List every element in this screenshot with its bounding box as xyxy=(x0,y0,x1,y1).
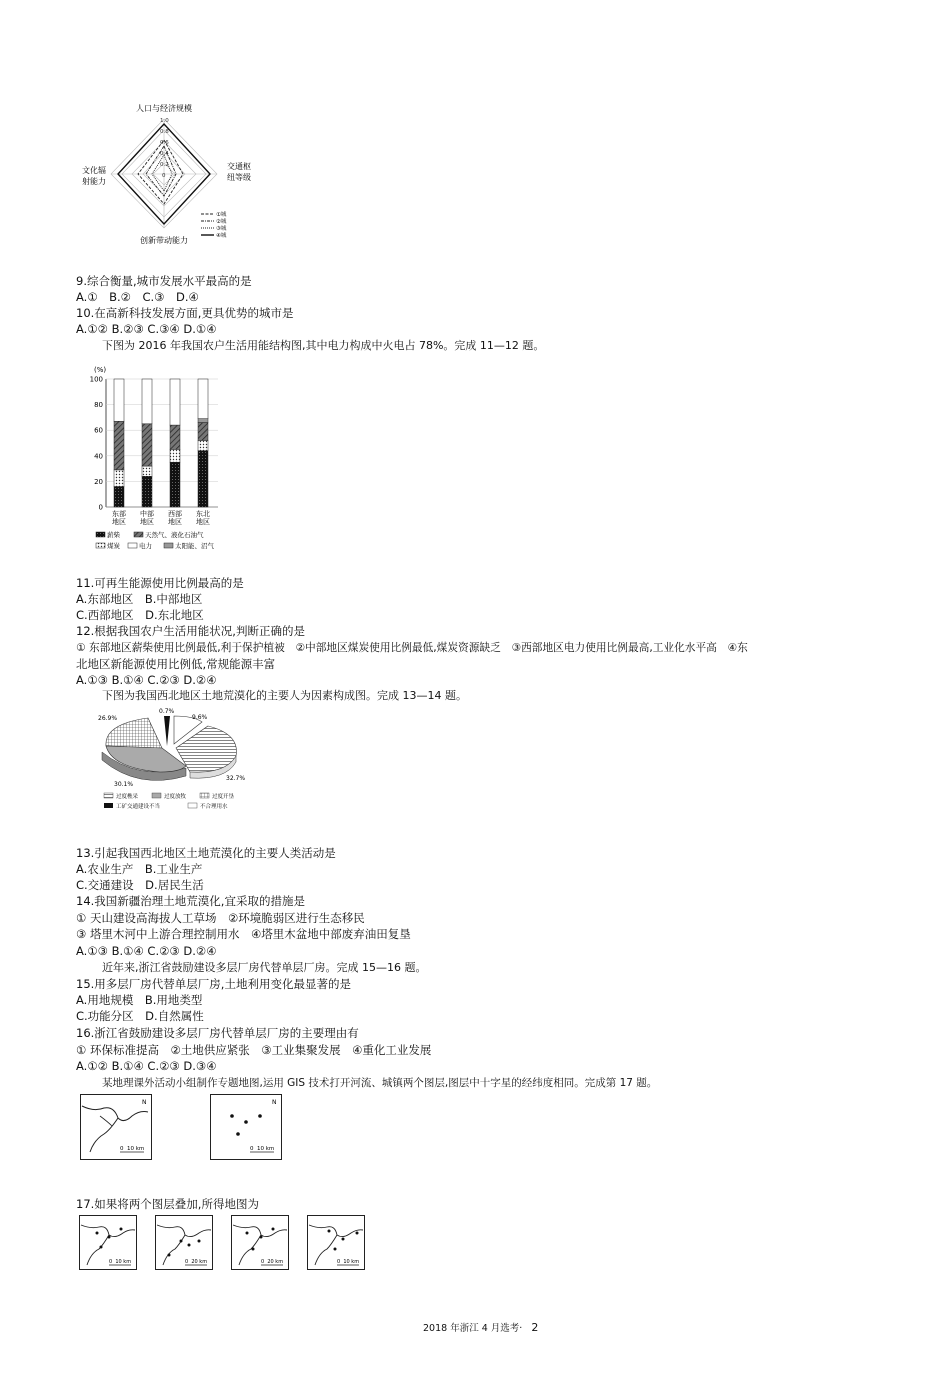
bar-segment xyxy=(198,419,208,423)
y-unit: (%) xyxy=(94,366,107,374)
energy-structure-chart xyxy=(76,362,256,557)
q9-stem: 9.综合衡量,城市发展水平最高的是 xyxy=(76,274,252,288)
q14-items-2: ③ 塔里木河中上游合理控制用水 ④塔里木盆地中部废弃油田复垦 xyxy=(76,927,411,941)
intro-13-14: 下图为我国西北地区土地荒漠化的主要人为因素构成图。完成 13—14 题。 xyxy=(102,689,467,702)
radar-label-right: 交通枢 xyxy=(227,162,251,171)
bar-segment xyxy=(114,379,124,421)
pie-label-firewood: 32.7% xyxy=(226,775,246,782)
pie-label-water: 9.6% xyxy=(192,714,208,721)
q14-options: A.①③ B.①④ C.②③ D.②④ xyxy=(76,944,217,958)
radar-tick: 0.6 xyxy=(160,140,169,146)
page-number: 2 xyxy=(531,1321,539,1334)
map-scale: 0 20 km xyxy=(185,1259,208,1265)
y-tick-label: 60 xyxy=(94,426,103,435)
q11-stem: 11.可再生能源使用比例最高的是 xyxy=(76,576,244,590)
bar-segment xyxy=(142,424,152,466)
pie-legend-item: 不合理用水 xyxy=(200,804,228,810)
y-tick-label: 100 xyxy=(89,375,103,384)
q12-options: A.①③ B.①④ C.②③ D.②④ xyxy=(76,673,217,687)
radar-legend-item: ①城 xyxy=(216,212,227,218)
radar-label-bottom: 创新带动能力 xyxy=(140,236,188,245)
pie-legend-item: 过度开垦 xyxy=(212,794,235,800)
intro-17: 某地理课外活动小组制作专题地图,运用 GIS 技术打开河流、城镇两个图层,图层中十字星的经纬度相同。完成第 17 题。 xyxy=(102,1077,658,1089)
q13-options-2: C.交通建设 D.居民生活 xyxy=(76,878,204,892)
bar-segment xyxy=(170,462,180,507)
pie-legend-item: 工矿交通建设不当 xyxy=(116,804,161,810)
footer-text: 2018 年浙江 4 月选考· xyxy=(423,1323,523,1334)
bar-segment xyxy=(198,423,208,441)
pie-legend-item: 过度放牧 xyxy=(164,794,187,800)
page-footer xyxy=(423,1320,538,1334)
north-arrow-icon: N xyxy=(272,1099,277,1106)
bar-segment xyxy=(198,451,208,507)
river-layer-map xyxy=(80,1094,152,1160)
radar-tick: 1.0 xyxy=(160,118,169,124)
bar-segment xyxy=(142,466,152,476)
pie-legend-item: 过度樵采 xyxy=(116,794,139,800)
q10-stem: 10.在高新科技发展方面,更具优势的城市是 xyxy=(76,306,294,320)
q12-items-1: ① 东部地区薪柴使用比例最低,利于保护植被 ②中部地区煤炭使用比例最低,煤炭资源缺乏 ③西部地区电力使用比例最高,工业化水平高 ④东 xyxy=(76,641,748,654)
y-tick-label: 80 xyxy=(94,401,103,410)
map-scale: 0 10 km xyxy=(120,1146,145,1152)
q17-option-map-a xyxy=(79,1215,137,1270)
legend-wood: 薪柴 xyxy=(107,531,120,539)
bar-segment xyxy=(142,379,152,424)
q15-options-2: C.功能分区 D.自然属性 xyxy=(76,1009,204,1023)
radar-tick: 0 xyxy=(162,173,166,179)
q17-stem: 17.如果将两个图层叠加,所得地图为 xyxy=(76,1197,259,1211)
q12-items-2: 北地区新能源使用比例低,常规能源丰富 xyxy=(76,657,276,671)
q12-stem: 12.根据我国农户生活用能状况,判断正确的是 xyxy=(76,624,305,638)
x-category-label: 西部 xyxy=(168,510,182,518)
radar-label-top: 人口与经济规模 xyxy=(136,104,192,113)
bar-segment xyxy=(198,379,208,419)
x-category-label: 地区 xyxy=(196,518,210,526)
radar-tick: 0.8 xyxy=(160,129,169,135)
pie-label-grazing: 30.1% xyxy=(114,781,134,788)
q14-items-1: ① 天山建设高海拔人工草场 ②环境脆弱区进行生态移民 xyxy=(76,911,365,925)
radar-label-right2: 纽等级 xyxy=(227,173,251,182)
map-scale: 0 10 km xyxy=(337,1259,360,1265)
q10-options: A.①② B.②③ C.③④ D.①④ xyxy=(76,322,217,336)
radar-chart xyxy=(76,100,276,248)
x-category-label: 地区 xyxy=(140,518,154,526)
x-category-label: 东北 xyxy=(196,510,210,518)
bar-segment xyxy=(170,425,180,449)
legend-gas: 天然气、液化石油气 xyxy=(145,531,204,539)
town-layer-map xyxy=(210,1094,282,1160)
q11-options-2: C.西部地区 D.东北地区 xyxy=(76,608,204,622)
intro-15-16: 近年来,浙江省鼓励建设多层厂房代替单层厂房。完成 15—16 题。 xyxy=(102,961,427,974)
map-scale: 0 10 km xyxy=(109,1259,132,1265)
q15-options-1: A.用地规模 B.用地类型 xyxy=(76,993,203,1007)
q17-option-map-d xyxy=(307,1215,365,1270)
q9-options: A.① B.② C.③ D.④ xyxy=(76,290,199,304)
bar-segment xyxy=(142,476,152,507)
legend-coal: 煤炭 xyxy=(107,542,120,550)
radar-tick: 0.4 xyxy=(160,151,169,157)
q13-stem: 13.引起我国西北地区土地荒漠化的主要人类活动是 xyxy=(76,846,336,860)
legend-solar: 太阳能、沼气 xyxy=(175,542,214,550)
q15-stem: 15.用多层厂房代替单层厂房,土地利用变化最显著的是 xyxy=(76,977,351,991)
radar-tick: 0.2 xyxy=(160,162,169,168)
q16-stem: 16.浙江省鼓励建设多层厂房代替单层厂房的主要理由有 xyxy=(76,1026,359,1040)
q14-stem: 14.我国新疆治理土地荒漠化,宜采取的措施是 xyxy=(76,894,305,908)
map-scale: 0 10 km xyxy=(250,1146,275,1152)
radar-legend-item: ②城 xyxy=(216,219,227,225)
bar-segment xyxy=(198,440,208,450)
intro-11-12: 下图为 2016 年我国农户生活用能结构图,其中电力构成中火电占 78%。完成 11—12 题。 xyxy=(102,339,545,352)
q17-option-map-c xyxy=(231,1215,289,1270)
map-scale: 0 20 km xyxy=(261,1259,284,1265)
north-arrow-icon: N xyxy=(142,1099,147,1106)
pie-label-overreclaim: 26.9% xyxy=(98,715,118,722)
x-category-label: 地区 xyxy=(168,518,182,526)
desertification-pie-chart xyxy=(90,706,260,812)
q16-options: A.①② B.①④ C.②③ D.③④ xyxy=(76,1059,217,1073)
bar-segment xyxy=(114,421,124,470)
q17-option-map-b xyxy=(155,1215,213,1270)
legend-electric: 电力 xyxy=(139,542,152,550)
radar-legend-item: ④城 xyxy=(216,233,227,239)
x-category-label: 地区 xyxy=(112,518,126,526)
bar-segment xyxy=(170,379,180,425)
y-tick-label: 0 xyxy=(98,503,103,512)
q13-options-1: A.农业生产 B.工业生产 xyxy=(76,862,203,876)
radar-label-left: 文化辐 xyxy=(82,166,106,175)
q11-options-1: A.东部地区 B.中部地区 xyxy=(76,592,203,606)
bar-segment xyxy=(114,487,124,507)
bar-segment xyxy=(170,449,180,462)
y-tick-label: 20 xyxy=(94,477,103,486)
bar-segment xyxy=(114,470,124,487)
radar-label-left2: 射能力 xyxy=(82,177,106,186)
q16-items: ① 环保标准提高 ②土地供应紧张 ③工业集聚发展 ④重化工业发展 xyxy=(76,1043,432,1057)
pie-label-mining: 0.7% xyxy=(159,708,175,715)
y-tick-label: 40 xyxy=(94,452,103,461)
x-category-label: 中部 xyxy=(140,510,154,518)
radar-legend-item: ③城 xyxy=(216,226,227,232)
x-category-label: 东部 xyxy=(112,510,126,518)
